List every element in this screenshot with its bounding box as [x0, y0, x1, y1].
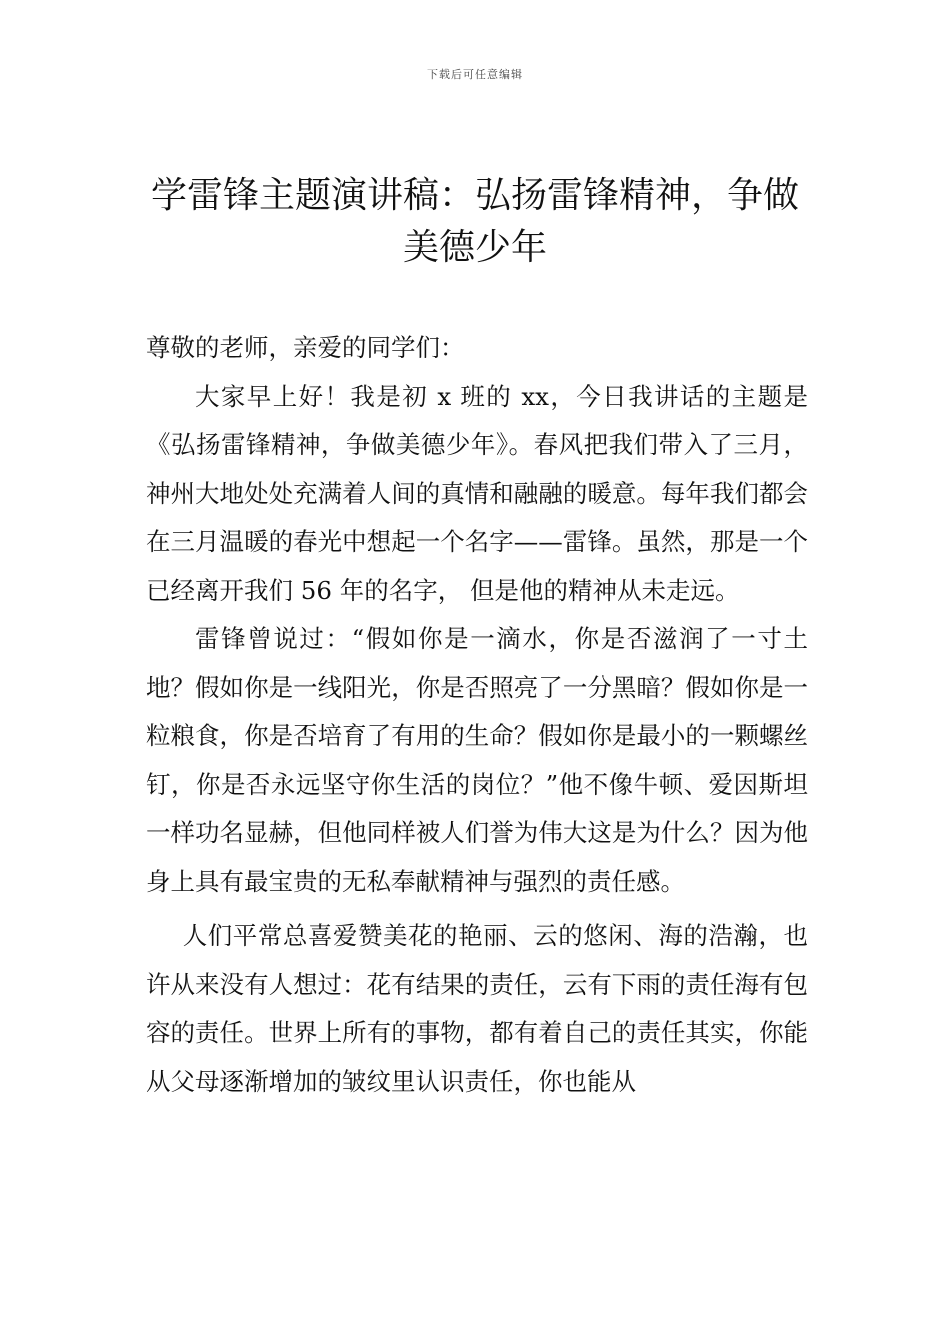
paragraph-1: 大家早上好！我是初 x 班的 xx，今日我讲话的主题是《弘扬雷锋精神，争做美德少年》。春风把我们带入了三月，神州大地处处充满着人间的真情和融融的暖意。每年我们都会在三月温暖的春光中想起一个名字——雷锋。虽然，那是一个已经离开我们 56 年的名字， 但是他的精神从未走远。	[146, 381, 808, 605]
salutation: 尊敬的老师，亲爱的同学们：	[146, 333, 465, 362]
document-body	[146, 324, 808, 1106]
paragraph-3: 人们平常总喜爱赞美花的艳丽、云的悠闲、海的浩瀚，也许从来没有人想过：花有结果的责任，云有下雨的责任海有包容的责任。世界上所有的事物，都有着自己的责任其实，你能从父母逐渐增加的皱纹里认识责任，你也能从	[146, 921, 808, 1096]
header-note: 下载后可任意编辑	[427, 68, 523, 81]
document-title: 学雷锋主题演讲稿：弘扬雷锋精神，争做美德少年	[150, 175, 799, 268]
paragraph-2: 雷锋曾说过：“假如你是一滴水，你是否滋润了一寸土地？假如你是一线阳光，你是否照亮了一分黑暗？假如你是一粒粮食，你是否培育了有用的生命？假如你是最小的一颗螺丝钉，你是否永远坚守你生活的岗位？”他不像牛顿、爱因斯坦一样功名显赫，但他同样被人们誉为伟大这是为什么？因为他身上具有最宝贵的无私奉献精神与强烈的责任感。	[146, 624, 808, 896]
